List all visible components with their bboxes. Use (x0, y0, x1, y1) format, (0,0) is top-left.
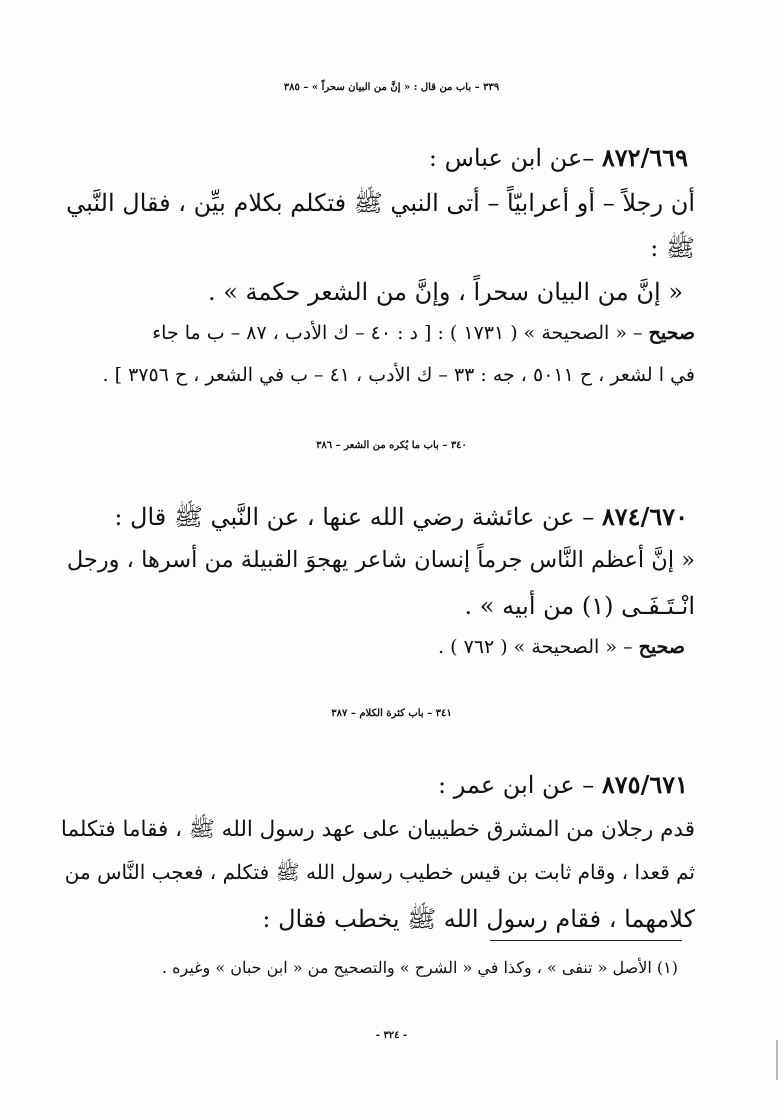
hadith-text-line: « إنَّ أعظم النَّاس جرماً إنسان شاعر يهجوَ القبيلة من أسرها ، ورجل (66, 547, 695, 573)
hadith-narrator: – عن عائشة رضي الله عنها ، عن النَّبي ﷺ قال : (114, 503, 602, 531)
grade-source: – « الصحيحة » ( ٧٦٢ ) . (438, 636, 639, 658)
grading-line (438, 636, 685, 658)
chapter-heading-341: ٣٤١ – باب كثرة الكلام – ٣٨٧ (331, 708, 452, 719)
scan-margin-mark (776, 1040, 778, 1080)
hadith-number: ٨٧٢/٦٦٩ (601, 143, 688, 172)
hadith-text-line: ثم قعدا ، وقام ثابت بن قيس خطيب رسول الله ﷺ فتكلم ، فعجب النَّاس من (64, 860, 695, 884)
page-number: - ٣٢٤ - (375, 1030, 408, 1041)
hadith-text-line: أن رجلاً – أو أعرابيّاً – أتى النبي ﷺ فتكلم بكلام بيِّن ، فقال النَّبي (66, 189, 695, 217)
hadith-text-line: انْـتَـفَـى (١) من أبيه » . (464, 592, 695, 620)
hadith-narrator: –عن ابن عباس : (428, 144, 602, 172)
hadith-number: ٨٧٤/٦٧٠ (601, 502, 688, 531)
grading-line (152, 322, 695, 344)
hadith-header (114, 502, 688, 537)
footnote-divider (490, 940, 682, 941)
chapter-heading-339: ٣٣٩ – باب من قال : « إنَّ من البيان سحراً » – ٣٨٥ (283, 82, 500, 93)
grade-label: صحيح (648, 322, 695, 344)
footnote: (١) الأصل « تنفى » ، وكذا في « الشرح » والتصحيح من « ابن حبان » وغيره . (161, 958, 678, 977)
grade-source: – « الصحيحة » ( ١٧٣١ ) : [ د : ٤٠ – ك الأدب ، ٨٧ – ب ما جاء (152, 322, 649, 344)
hadith-text-line: كلامهما ، فقام رسول الله ﷺ يخطب فقال : (262, 905, 695, 933)
grade-label: صحيح (638, 636, 685, 658)
hadith-header (438, 770, 688, 799)
hadith-text-line: قدم رجلان من المشرق خطيبيان على عهد رسول الله ﷺ ، فقاما فتكلما (60, 817, 695, 842)
hadith-text-line: « إنَّ من البيان سحراً ، وإنَّ من الشعر حكمة » . (207, 278, 683, 306)
hadith-narrator: – عن ابن عمر : (438, 771, 602, 799)
chapter-heading-340: ٣٤٠ – باب ما يُكره من الشعر – ٣٨٦ (316, 440, 467, 451)
hadith-text-line: ﷺ : (650, 234, 695, 262)
hadith-header (429, 143, 688, 172)
grading-line-continued: في ا لشعر ، ح ٥٠١١ ، جه : ٣٣ – ك الأدب ، ٤١ – ب في الشعر ، ح ٣٧٥٦ ] . (102, 364, 695, 386)
hadith-number: ٨٧٥/٦٧١ (601, 770, 688, 799)
